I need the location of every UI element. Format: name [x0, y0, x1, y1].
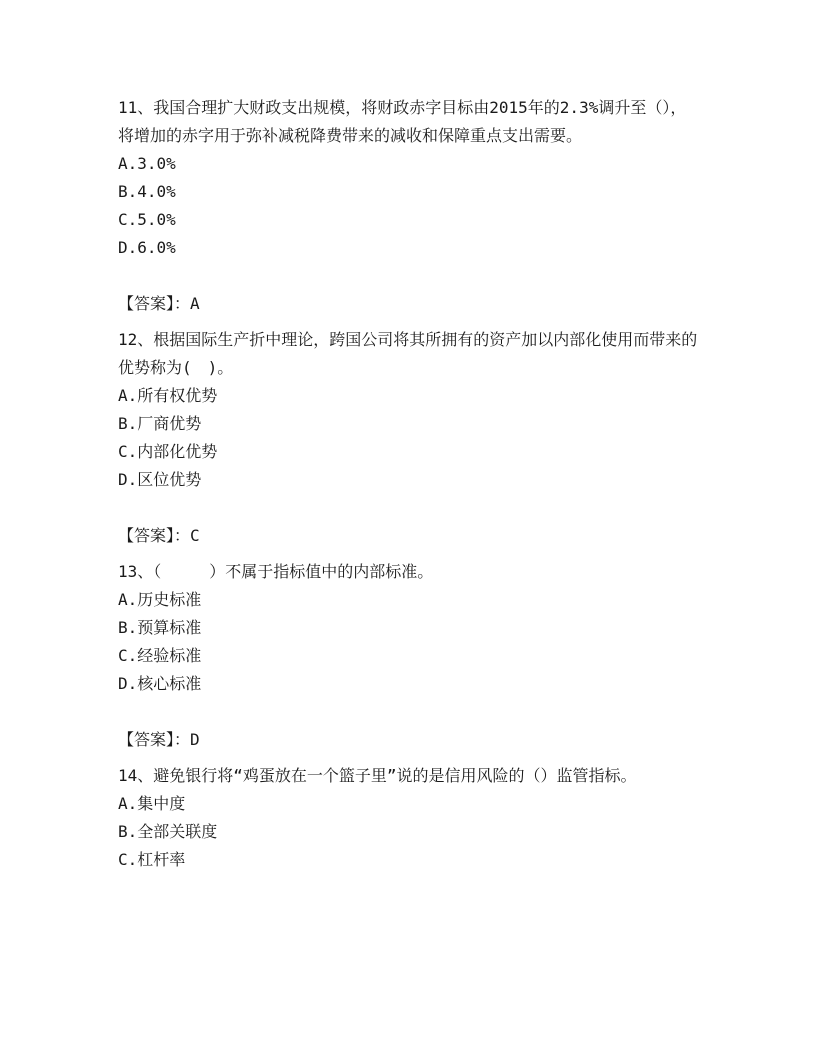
question-11 [118, 94, 698, 326]
question-stem: 13、（ ）不属于指标值中的内部标准。 [118, 562, 434, 581]
option-a: A.所有权优势 [118, 386, 218, 405]
option-d: D.核心标准 [118, 674, 202, 693]
question-stem: 12、根据国际生产折中理论，跨国公司将其所拥有的资产加以内部化使用而带来的优势称为( )。 [118, 330, 698, 377]
question-stem: 14、避免银行将“鸡蛋放在一个篮子里”说的是信用风险的（）监管指标。 [118, 766, 637, 785]
option-d: D.6.0% [118, 238, 176, 257]
option-c: C.杠杆率 [118, 850, 186, 869]
answer-line: 【答案】：D [118, 730, 200, 749]
option-a: A.3.0% [118, 154, 176, 173]
option-c: C.5.0% [118, 210, 176, 229]
option-a: A.历史标准 [118, 590, 202, 609]
option-d: D.区位优势 [118, 470, 202, 489]
spacer [118, 698, 698, 726]
spacer [118, 494, 698, 522]
option-b: B.全部关联度 [118, 822, 218, 841]
document-page [118, 94, 698, 874]
question-12 [118, 326, 698, 558]
answer-line: 【答案】：A [118, 294, 200, 313]
option-b: B.4.0% [118, 182, 176, 201]
spacer [118, 754, 698, 762]
question-13 [118, 558, 698, 762]
option-c: C.内部化优势 [118, 442, 218, 461]
option-b: B.预算标准 [118, 618, 202, 637]
spacer [118, 262, 698, 290]
spacer [118, 550, 698, 558]
option-a: A.集中度 [118, 794, 186, 813]
question-stem: 11、我国合理扩大财政支出规模，将财政赤字目标由2015年的2.3%调升至（），将增加的赤字用于弥补减税降费带来的减收和保障重点支出需要。 [118, 98, 687, 145]
option-c: C.经验标准 [118, 646, 202, 665]
question-14 [118, 762, 698, 874]
answer-line: 【答案】：C [118, 526, 200, 545]
option-b: B.厂商优势 [118, 414, 202, 433]
spacer [118, 318, 698, 326]
